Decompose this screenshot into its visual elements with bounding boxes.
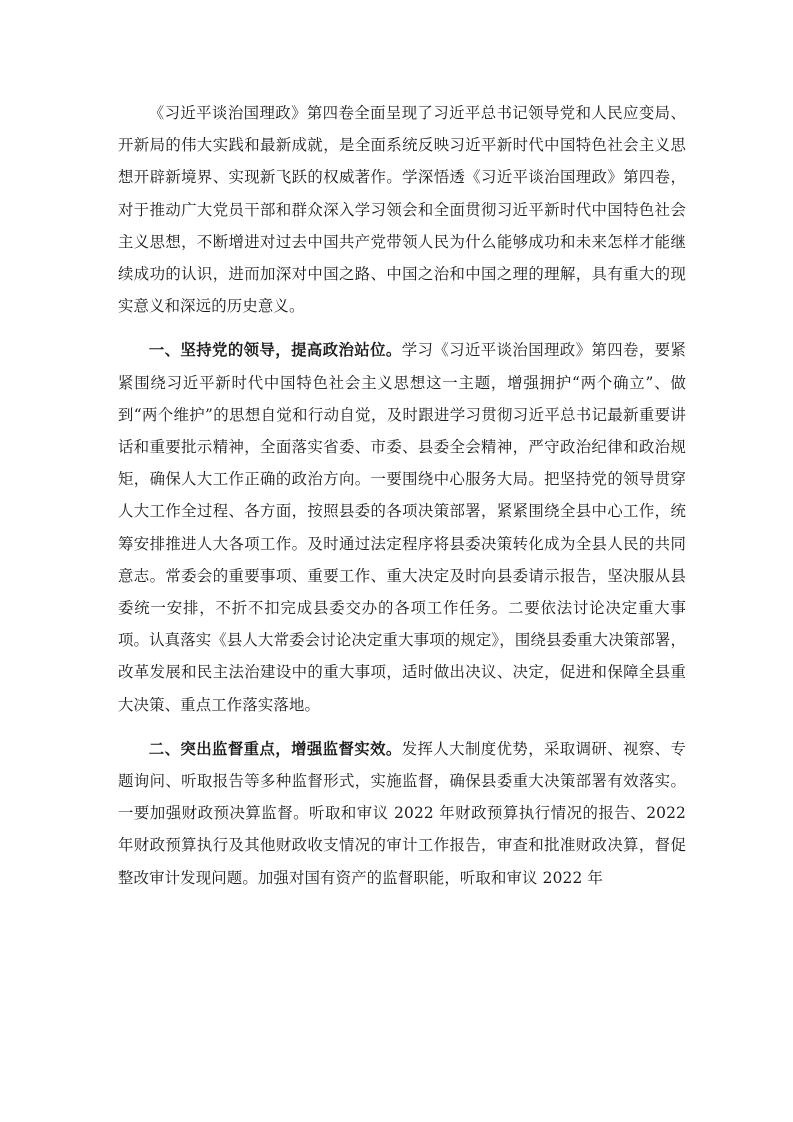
paragraph-section-1 (118, 334, 686, 720)
paragraph-intro-text: 《习近平谈治国理政》第四卷全面呈现了习近平总书记领导党和人民应变局、开新局的伟大实践和最新成就，是全面系统反映习近平新时代中国特色社会主义思想开辟新境界、实现新飞跃的权威著作。学深悟透《习近平谈治国理政》第四卷，对于推动广大党员干部和群众深入学习领会和全面贯彻习近平新时代中国特色社会主义思想，不断增进对过去中国共产党带领人民为什么能够成功和未来怎样才能继续成功的认识，进而加深对中国之路、中国之治和中国之理的理解，具有重大的现实意义和深远的历史意义。 (118, 104, 686, 316)
section-1-heading: 一、坚持党的领导，提高政治站位。 (148, 341, 402, 360)
paragraph-section-2 (118, 733, 686, 894)
section-2-body: 发挥人大制度优势，采取调研、视察、专题询问、听取报告等多种监督形式，实施监督，确保县委重大决策部署有效落实。一要加强财政预决算监督。听取和审议 2022 年财政预算执行情况的报告、2022 年财政预算执行及其他财政收支情况的审计工作报告，审查和批准财政决算，督促整改审计发现问题。加强对国有资产的监督职能，听取和审议 2022 年 (118, 739, 687, 887)
section-2-heading: 二、突出监督重点，增强监督实效。 (148, 739, 402, 758)
document-page (118, 97, 686, 894)
paragraph-intro (118, 97, 686, 322)
section-1-body: 学习《习近平谈治国理政》第四卷，要紧紧围绕习近平新时代中国特色社会主义思想这一主题，增强拥护“两个确立”、做到“两个维护”的思想自觉和行动自觉，及时跟进学习贯彻习近平总书记最新重要讲话和重要批示精神，全面落实省委、市委、县委全会精神，严守政治纪律和政治规矩，确保人大工作正确的政治方向。一要围绕中心服务大局。把坚持党的领导贯穿人大工作全过程、各方面，按照县委的各项决策部署，紧紧围绕全县中心工作，统筹安排推进人大各项工作。及时通过法定程序将县委决策转化成为全县人民的共同意志。常委会的重要事项、重要工作、重大决定及时向县委请示报告，坚决服从县委统一安排，不折不扣完成县委交办的各项工作任务。二要依法讨论决定重大事项。认真落实《县人大常委会讨论决定重大事项的规定》，围绕县委重大决策部署，改革发展和民主法治建设中的重大事项，适时做出决议、决定，促进和保障全县重大决策、重点工作落实落地。 (118, 341, 687, 714)
